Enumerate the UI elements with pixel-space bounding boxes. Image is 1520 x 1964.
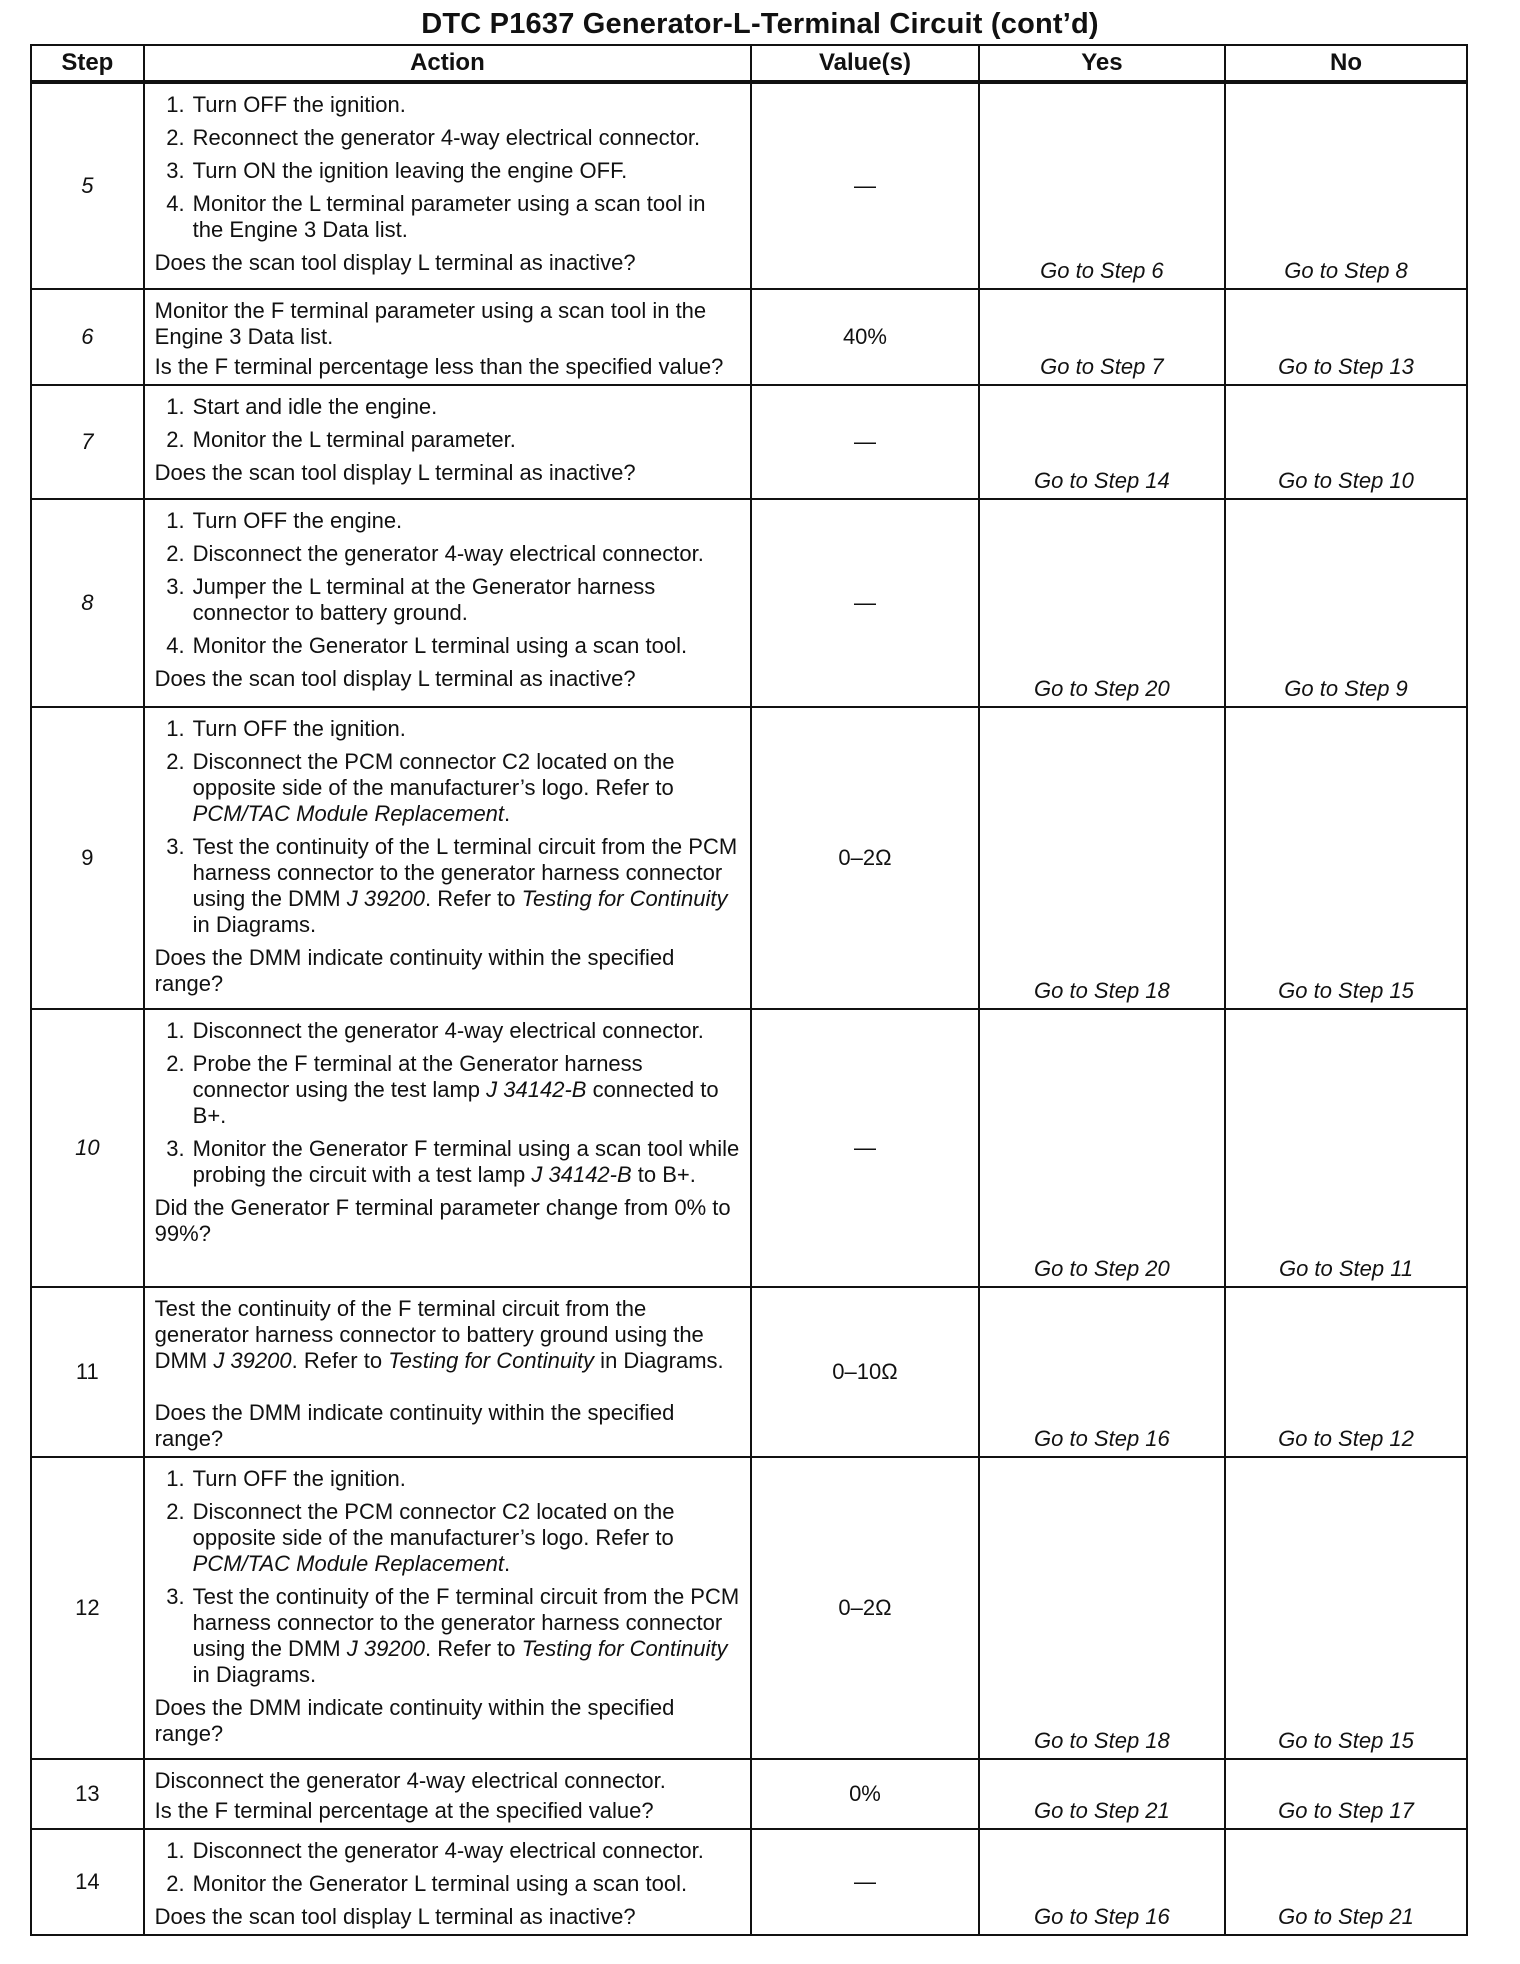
action-cell <box>144 82 752 289</box>
table-row <box>31 289 1467 385</box>
question-text: Does the scan tool display L terminal as inactive? <box>154 249 636 275</box>
tool-reference: J 39200 <box>346 885 426 911</box>
step-number: 5 <box>31 82 144 289</box>
table-row <box>31 1759 1467 1829</box>
list-item: 2. Monitor the Generator L terminal using a scan tool. <box>166 1870 688 1896</box>
action-cell <box>144 1009 752 1287</box>
yes-cell: Go to Step 6 <box>979 82 1225 289</box>
tool-reference: J 39200 <box>213 1347 292 1373</box>
list-item: 3. Monitor the Generator F terminal using a scan tool while probing the circuit with a test lamp J 34142-B to B+. <box>166 1135 740 1187</box>
step-number: 7 <box>31 385 144 499</box>
value-cell: 0% <box>751 1759 979 1829</box>
value-cell: — <box>751 385 979 499</box>
yes-cell: Go to Step 21 <box>979 1759 1225 1829</box>
value-cell: 40% <box>751 289 979 385</box>
list-item: 4. Monitor the Generator L terminal using a scan tool. <box>166 632 688 658</box>
question-text: Does the DMM indicate continuity within the specified range? <box>154 1399 675 1451</box>
list-item: 2. Probe the F terminal at the Generator harness connector using the test lamp J 34142-B connected to B+. <box>166 1050 719 1128</box>
table-row <box>31 1829 1467 1935</box>
value-cell: — <box>751 82 979 289</box>
action-cell <box>144 499 752 707</box>
value-cell: 0–10Ω <box>751 1287 979 1457</box>
action-cell <box>144 707 752 1009</box>
yes-cell: Go to Step 16 <box>979 1287 1225 1457</box>
reference-link: Testing for Continuity <box>521 885 728 911</box>
list-item: 2. Monitor the L terminal parameter. <box>166 426 516 452</box>
no-cell: Go to Step 15 <box>1225 1457 1467 1759</box>
list-item: 2. Reconnect the generator 4-way electrical connector. <box>166 124 701 150</box>
value-cell: — <box>751 1829 979 1935</box>
step-number: 12 <box>31 1457 144 1759</box>
no-cell: Go to Step 17 <box>1225 1759 1467 1829</box>
value-cell: — <box>751 499 979 707</box>
action-cell <box>144 1287 752 1457</box>
question-text: Is the F terminal percentage at the specified value? <box>154 1797 654 1823</box>
no-cell: Go to Step 9 <box>1225 499 1467 707</box>
yes-cell: Go to Step 18 <box>979 707 1225 1009</box>
reference-link: Testing for Continuity <box>521 1635 728 1661</box>
yes-cell: Go to Step 18 <box>979 1457 1225 1759</box>
step-number: 13 <box>31 1759 144 1829</box>
question-text: Did the Generator F terminal parameter change from 0% to 99%? <box>154 1194 731 1246</box>
table-row <box>31 1287 1467 1457</box>
no-cell: Go to Step 15 <box>1225 707 1467 1009</box>
reference-link: PCM/TAC Module Replacement <box>192 800 505 826</box>
table-row <box>31 499 1467 707</box>
yes-cell: Go to Step 20 <box>979 1009 1225 1287</box>
question-text: Does the DMM indicate continuity within the specified range? <box>154 944 675 996</box>
question-text: Does the scan tool display L terminal as inactive? <box>154 665 636 691</box>
step-number: 14 <box>31 1829 144 1935</box>
list-item: 1. Turn OFF the engine. <box>166 508 403 533</box>
header-values: Value(s) <box>751 45 979 82</box>
reference-link: PCM/TAC Module Replacement <box>192 1550 505 1576</box>
step-number: 8 <box>31 499 144 707</box>
no-cell: Go to Step 12 <box>1225 1287 1467 1457</box>
list-item: 1. Start and idle the engine. <box>166 394 438 419</box>
action-cell <box>144 1829 752 1935</box>
list-item: 2. Disconnect the PCM connector C2 located on the opposite side of the manufacturer’s logo. Refer to PCM/TAC Module Replacement. <box>166 1498 675 1576</box>
list-item: 1. Disconnect the generator 4-way electrical connector. <box>166 1838 704 1863</box>
step-number: 6 <box>31 289 144 385</box>
value-cell: 0–2Ω <box>751 1457 979 1759</box>
table-row <box>31 1457 1467 1759</box>
action-cell <box>144 1759 752 1829</box>
diagnostic-table <box>30 44 1468 1936</box>
action-text: Disconnect the generator 4-way electrical connector. <box>154 1768 666 1793</box>
no-cell: Go to Step 13 <box>1225 289 1467 385</box>
table-row <box>31 82 1467 289</box>
list-item: 4. Monitor the L terminal parameter using a scan tool in the Engine 3 Data list. <box>166 190 706 242</box>
yes-cell: Go to Step 14 <box>979 385 1225 499</box>
no-cell: Go to Step 21 <box>1225 1829 1467 1935</box>
reference-link: Testing for Continuity <box>388 1347 595 1373</box>
question-text: Is the F terminal percentage less than the specified value? <box>154 353 724 379</box>
question-text: Does the scan tool display L terminal as inactive? <box>154 459 636 485</box>
header-step: Step <box>31 45 144 82</box>
list-item: 3. Test the continuity of the F terminal circuit from the PCM harness connector to the generator harness connector using the DMM J 39200. Refer to Testing for Continuity in Diagrams. <box>166 1583 740 1687</box>
action-text: Test the continuity of the F terminal circuit from the generator harness connector to battery ground using the DMM J 39200. Refer to Testing for Continuity in Diagrams. <box>154 1296 724 1373</box>
list-item: 1. Turn OFF the ignition. <box>166 1466 406 1491</box>
header-action: Action <box>144 45 752 82</box>
action-cell <box>144 385 752 499</box>
question-text: Does the scan tool display L terminal as inactive? <box>154 1903 636 1929</box>
list-item: 1. Turn OFF the ignition. <box>166 92 406 117</box>
yes-cell: Go to Step 20 <box>979 499 1225 707</box>
value-cell: 0–2Ω <box>751 707 979 1009</box>
no-cell: Go to Step 11 <box>1225 1009 1467 1287</box>
question-text: Does the DMM indicate continuity within the specified range? <box>154 1694 675 1746</box>
table-row <box>31 385 1467 499</box>
header-yes: Yes <box>979 45 1225 82</box>
action-cell <box>144 289 752 385</box>
list-item: 2. Disconnect the PCM connector C2 located on the opposite side of the manufacturer’s logo. Refer to PCM/TAC Module Replacement. <box>166 748 675 826</box>
list-item: 1. Turn OFF the ignition. <box>166 716 406 741</box>
tool-reference: J 34142-B <box>531 1161 632 1187</box>
tool-reference: J 39200 <box>346 1635 426 1661</box>
list-item: 3. Jumper the L terminal at the Generator harness connector to battery ground. <box>166 573 656 625</box>
list-item: 2. Disconnect the generator 4-way electrical connector. <box>166 540 704 566</box>
yes-cell: Go to Step 7 <box>979 289 1225 385</box>
list-item: 1. Disconnect the generator 4-way electrical connector. <box>166 1018 704 1043</box>
yes-cell: Go to Step 16 <box>979 1829 1225 1935</box>
step-number: 10 <box>31 1009 144 1287</box>
action-text: Monitor the F terminal parameter using a scan tool in the Engine 3 Data list. <box>154 298 707 349</box>
list-item: 3. Turn ON the ignition leaving the engine OFF. <box>166 157 628 183</box>
value-cell: — <box>751 1009 979 1287</box>
no-cell: Go to Step 8 <box>1225 82 1467 289</box>
step-number: 9 <box>31 707 144 1009</box>
table-row <box>31 1009 1467 1287</box>
page-title: DTC P1637 Generator-L-Terminal Circuit (cont’d) <box>421 8 1099 40</box>
tool-reference: J 34142-B <box>486 1076 587 1102</box>
no-cell: Go to Step 10 <box>1225 385 1467 499</box>
action-cell <box>144 1457 752 1759</box>
table-row <box>31 707 1467 1009</box>
header-no: No <box>1225 45 1467 82</box>
step-number: 11 <box>31 1287 144 1457</box>
list-item: 3. Test the continuity of the L terminal circuit from the PCM harness connector to the generator harness connector using the DMM J 39200. Refer to Testing for Continuity in Diagrams. <box>166 833 738 937</box>
table-header-row <box>31 45 1467 82</box>
